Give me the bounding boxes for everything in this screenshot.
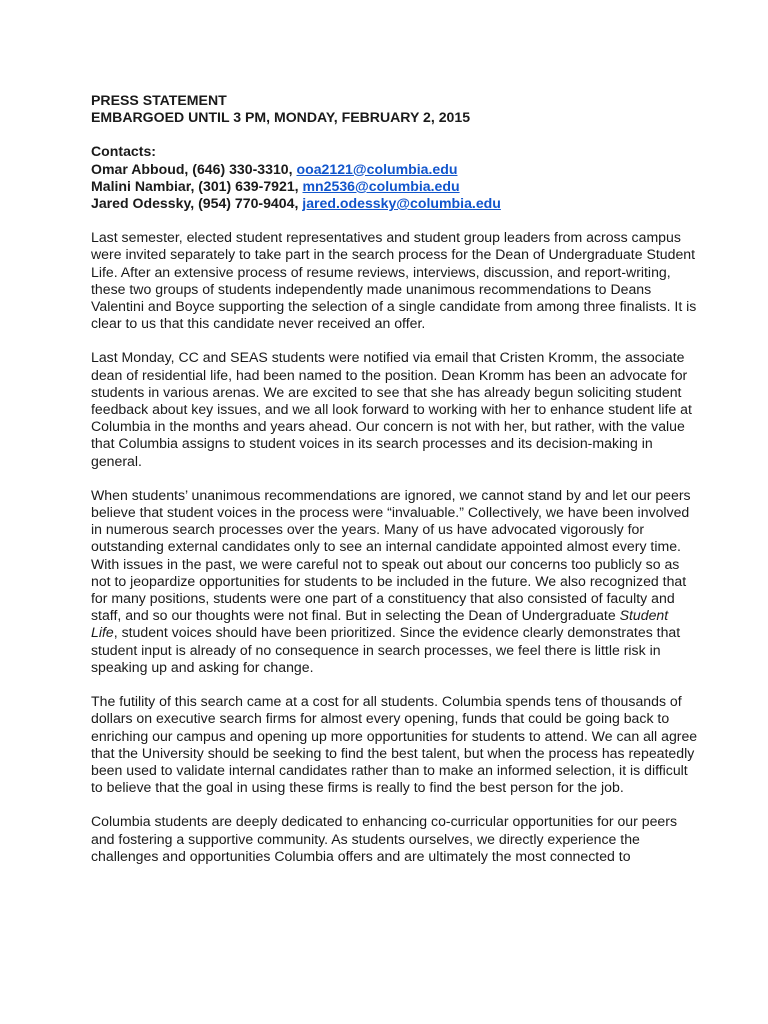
body-paragraph-5: Columbia students are deeply dedicated to enhancing co-curricular opportunities for our peers and fostering a supportive community. As students ourselves, we directly experience the challenges and opportunities Columbia offers and are ultimately the most connected to <box>91 813 678 864</box>
contact-line <box>91 195 698 212</box>
contact-name-phone: Omar Abboud, (646) 330-3310, <box>91 160 297 177</box>
contacts-label: Contacts: <box>91 143 156 160</box>
contact-email-link[interactable]: mn2536@columbia.edu <box>302 177 460 194</box>
contact-email-link[interactable]: jared.odessky@columbia.edu <box>302 195 501 212</box>
contact-line <box>91 161 698 178</box>
paragraph-text: , student voices should have been prioritized. Since the evidence clearly demonstrates that student input is already of no consequence in search processes, we feel there is little risk in speaking up and asking for change. <box>91 624 681 675</box>
contact-line <box>91 178 698 195</box>
embargo-notice: EMBARGOED UNTIL 3 PM, MONDAY, FEBRUARY 2, 2015 <box>91 109 471 126</box>
contacts-block <box>91 143 698 212</box>
contact-name-phone: Malini Nambiar, (301) 639-7921, <box>91 177 303 194</box>
emphasis-text: Student Life <box>91 607 669 641</box>
body-paragraph-3 <box>91 487 698 676</box>
contact-email-link[interactable]: ooa2121@columbia.edu <box>296 160 458 177</box>
contact-name-phone: Jared Odessky, (954) 770-9404, <box>91 195 303 212</box>
document-title: PRESS STATEMENT <box>91 92 227 108</box>
paragraph-text: When students’ unanimous recommendations are ignored, we cannot stand by and let our peers believe that student voices in the process were “invaluable.” Collectively, we have been involved in numerous search processes over the years. Many of us have advocated vigorously for outstanding external candidates only to see an internal candidate appointed almost every time. With issues in the past, we were careful not to speak out about our concerns too publicly so as not to jeopardize opportunities for students to be included in the future. We also recognized that for many positions, students were one part of a constituency that also consisted of faculty and staff, and so our thoughts were not final. But in selecting the Dean of Undergraduate <box>91 486 691 624</box>
body-paragraph-4: The futility of this search came at a cost for all students. Columbia spends tens of thousands of dollars on executive search firms for almost every opening, funds that could be going back to enriching our campus and opening up more opportunities for students to attend. We can all agree that the University should be seeking to find the best talent, but when the process has repeatedly been used to validate internal candidates rather than to make an informed selection, it is difficult to believe that the goal in using these firms is really to find the best person for the job. <box>91 693 698 796</box>
body-paragraph-1: Last semester, elected student representatives and student group leaders from across campus were invited separately to take part in the search process for the Dean of Undergraduate Student Life. After an extensive process of resume reviews, interviews, discussion, and report-writing, these two groups of students independently made unanimous recommendations to Deans Valentini and Boyce supporting the selection of a single candidate from among three finalists. It is clear to us that this candidate never received an offer. <box>91 229 697 332</box>
body-paragraph-2: Last Monday, CC and SEAS students were notified via email that Cristen Kromm, the associate dean of residential life, had been named to the position. Dean Kromm has been an advocate for students in various arenas. We are excited to see that she has already begun soliciting student feedback about key issues, and we all look forward to working with her to enhance student life at Columbia in the months and years ahead. Our concern is not with her, but rather, with the value that Columbia assigns to student voices in its search processes and its decision-making in general. <box>91 349 692 469</box>
